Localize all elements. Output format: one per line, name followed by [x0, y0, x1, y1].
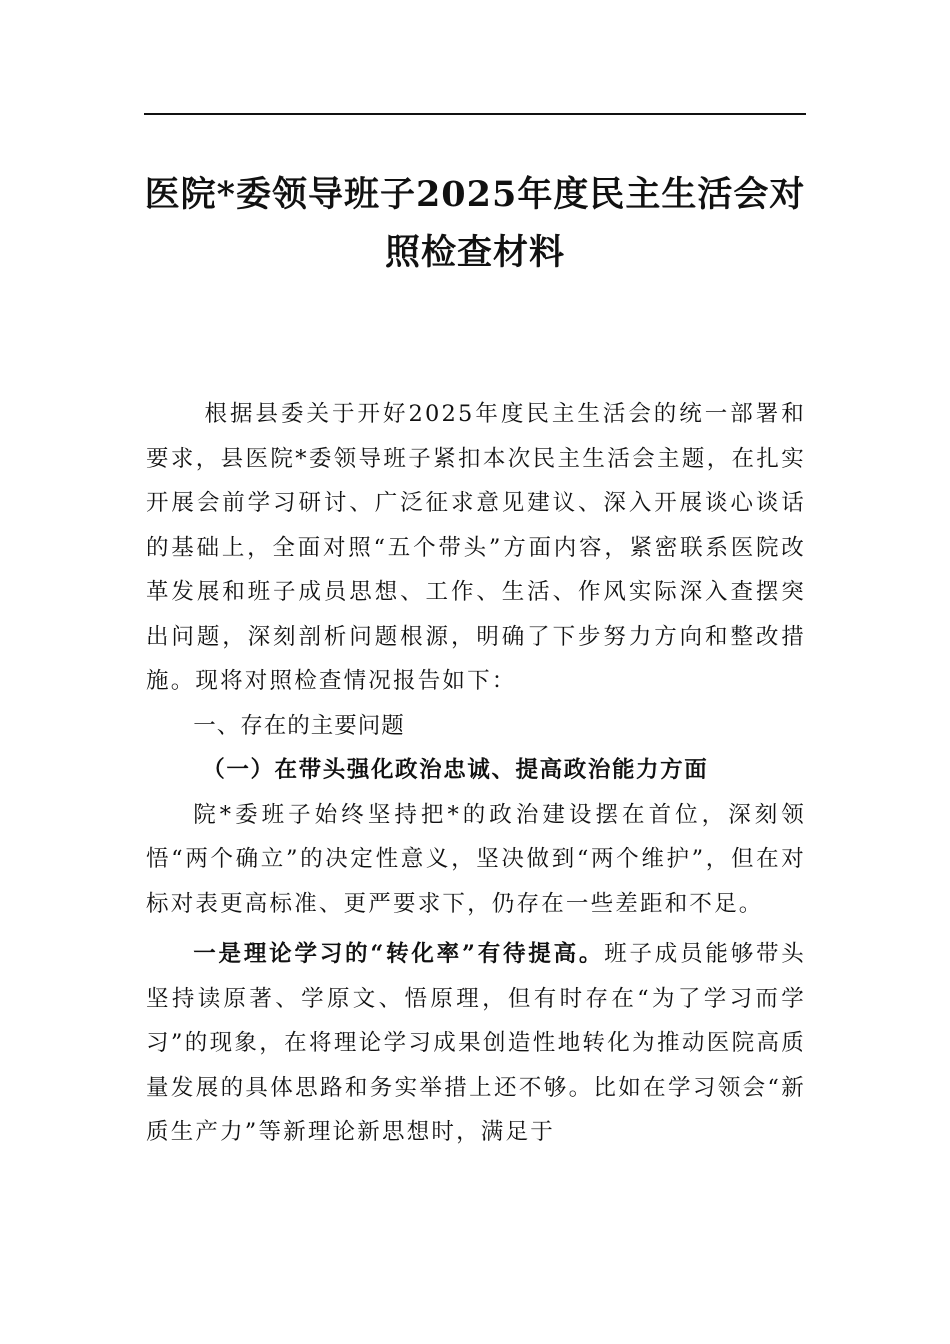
point-paragraph — [146, 932, 806, 1155]
header-rule — [144, 113, 806, 115]
document-title — [130, 166, 820, 282]
point-text: 班子成员能够带头坚持读原著、学原文、悟原理，但有时存在“为了学习而学习”的现象，在将理论学习成果创造性地转化为推动医院高质量发展的具体思路和务实举措上还不够。比如在学习领会“新质生产力”等新理论新思想时，满足于 — [146, 941, 806, 1145]
subsection-heading: （一）在带头强化政治忠诚、提高政治能力方面 — [202, 757, 709, 783]
section-heading: 一、存在的主要问题 — [193, 712, 405, 739]
intro-paragraph: 根据县委关于开好2025年度民主生活会的统一部署和要求，县医院*委领导班子紧扣本次民主生活会主题，在扎实开展会前学习研讨、广泛征求意见建议、深入开展谈心谈话的基础上，全面对照“五个带头”方面内容，紧密联系医院改革发展和班子成员思想、工作、生活、作风实际深入查摆突出问题，深刻剖析问题根源，明确了下步努力方向和整改措施。现将对照检查情况报告如下： — [146, 401, 806, 694]
title-line-2: 照检查材料 — [384, 232, 565, 273]
document-body — [146, 392, 806, 1155]
subsection-paragraph: 院*委班子始终坚持把*的政治建设摆在首位，深刻领悟“两个确立”的决定性意义，坚决做到“两个维护”，但在对标对表更高标准、更严要求下，仍存在一些差距和不足。 — [146, 801, 806, 917]
point-lead: 一是理论学习的“转化率”有待提高。 — [193, 941, 605, 967]
title-line-1: 医院*委领导班子2025年度民主生活会对 — [144, 174, 806, 215]
